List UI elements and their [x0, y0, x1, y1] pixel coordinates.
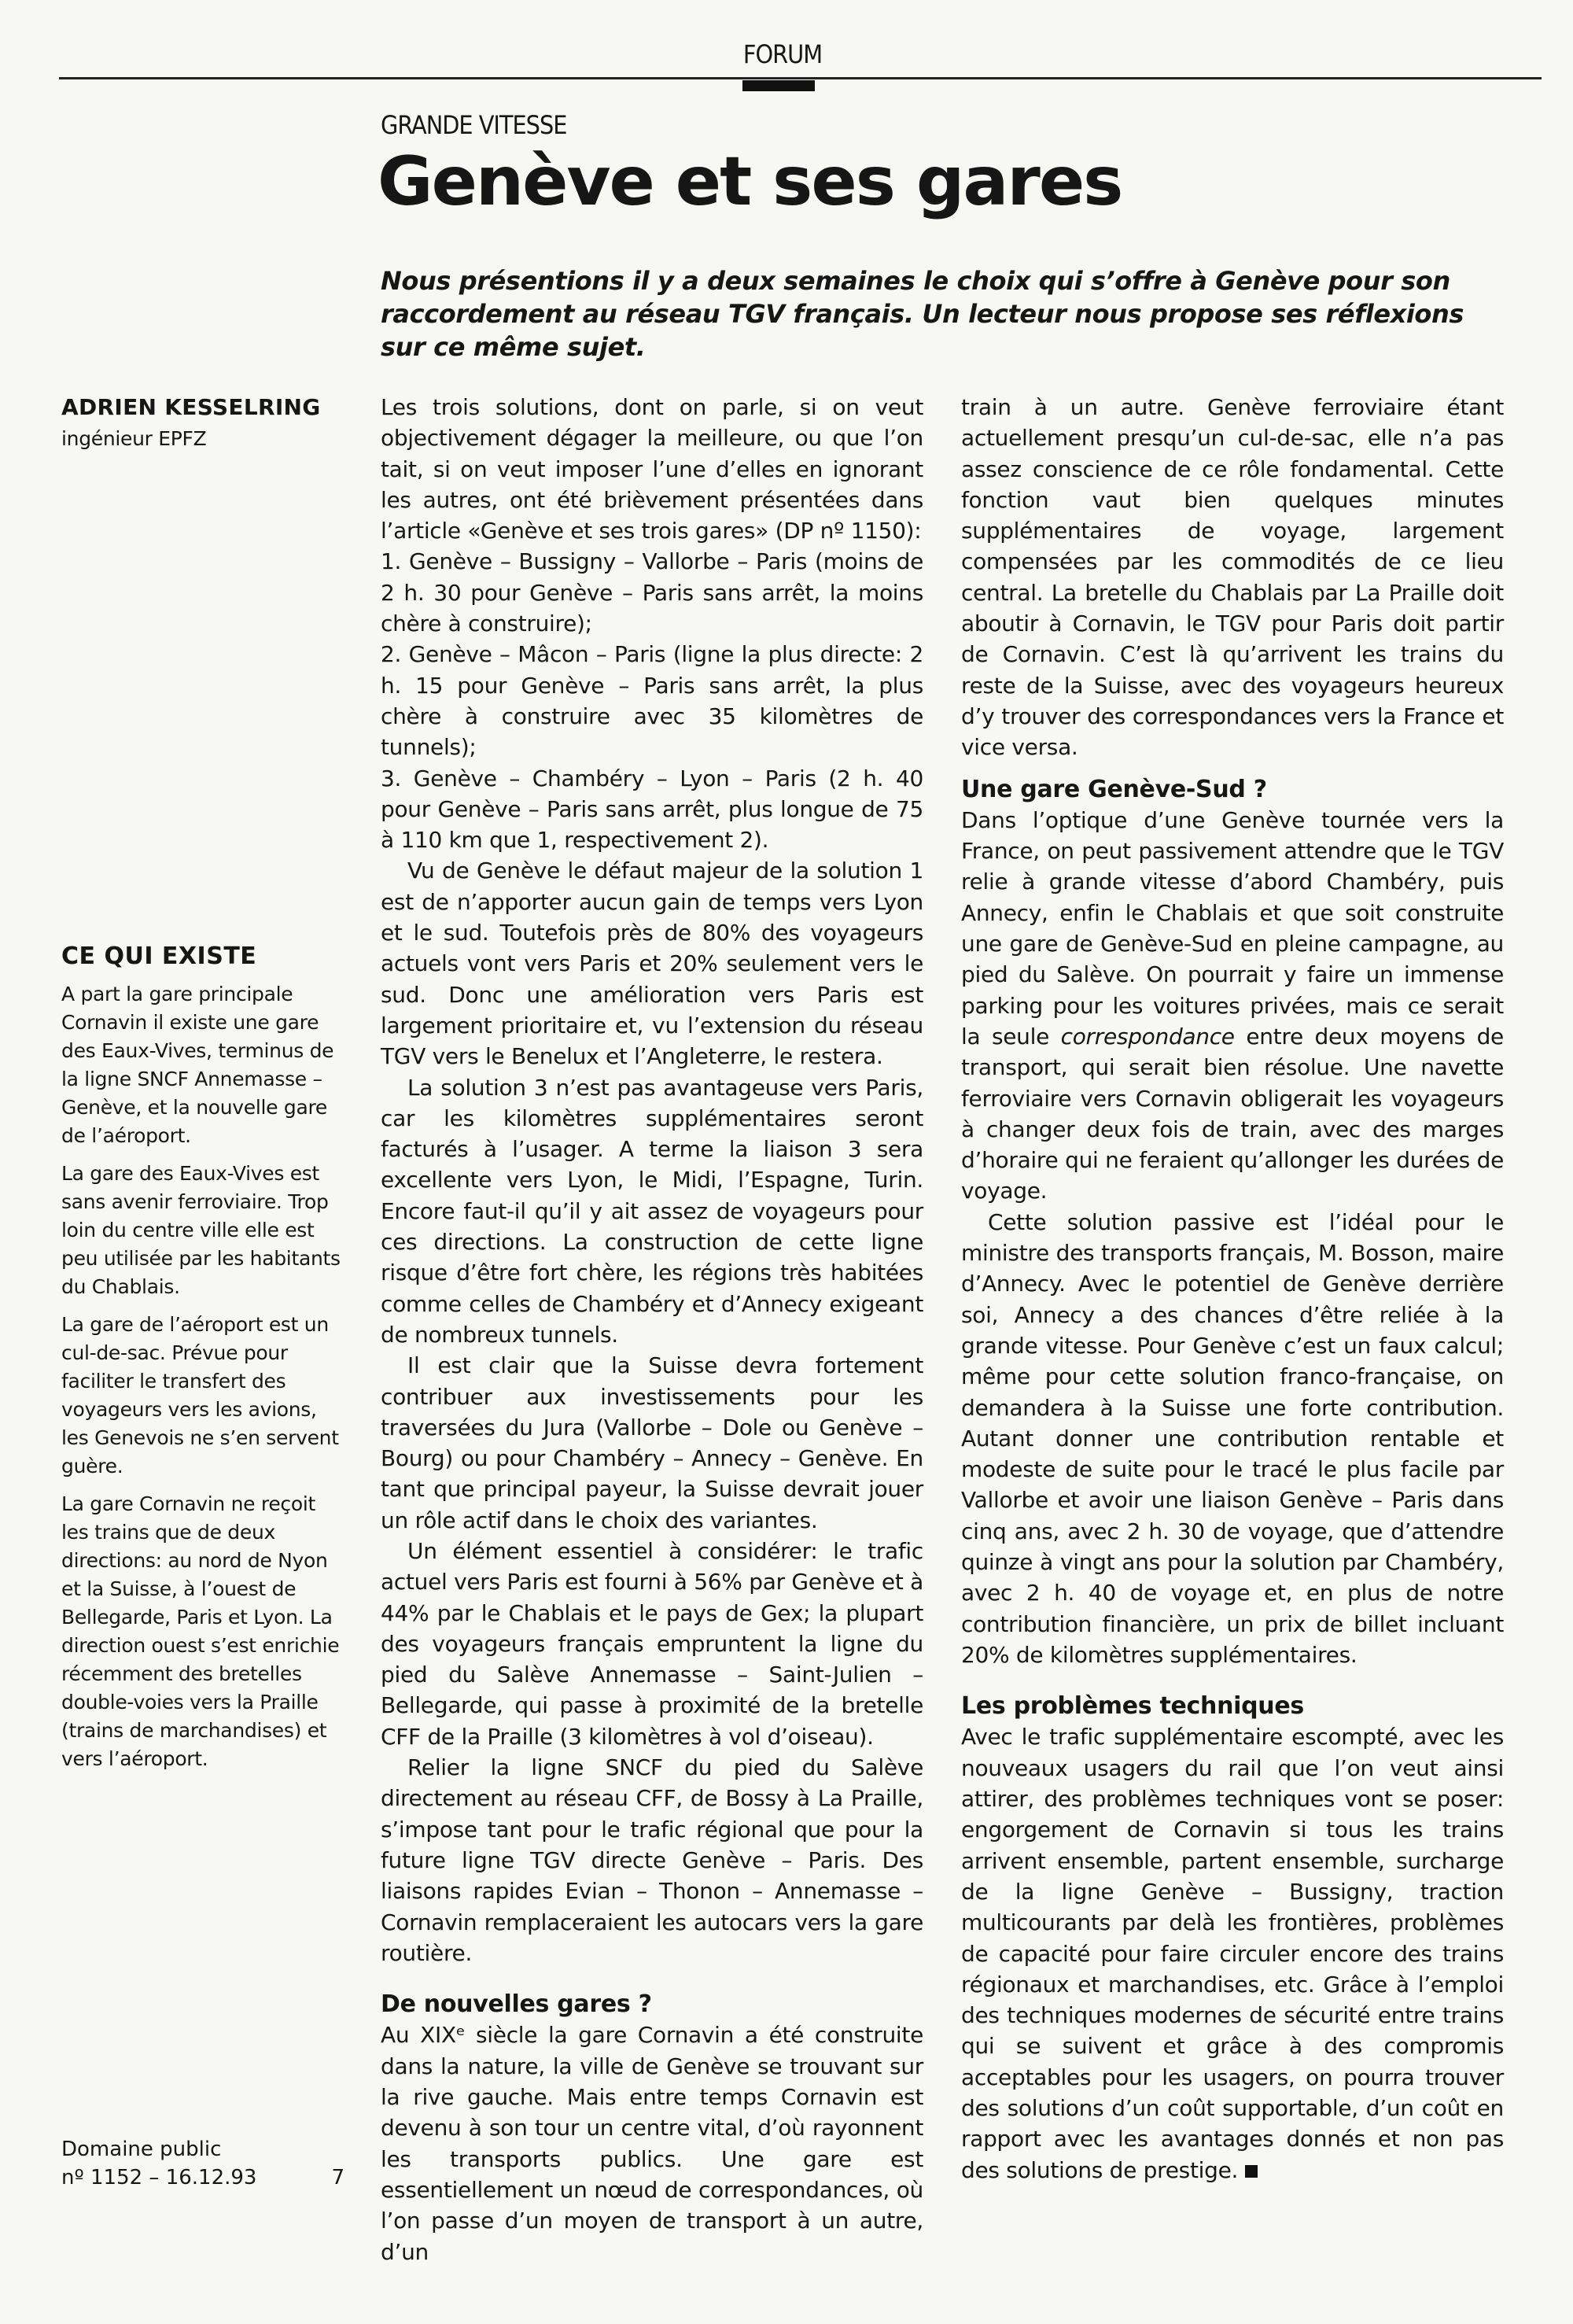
- article-kicker: GRANDE VITESSE: [381, 110, 567, 140]
- body-paragraph: train à un autre. Genève ferroviaire étant actuellement presqu’un cul-de-sac, elle n’a pas assez conscience de ce rôle fondamental. Cette fonction vaut bien quelques minutes supplémentaires de voyage, largement compensées par les commodités de ce lieu central. La bretelle du Chablais par La Praille doit aboutir à Cornavin, le TGV pour Paris doit partir de Cornavin. C’est là qu’arrivent les trains du reste de la Suisse, avec des voyageurs heureux d’y trouver des correspondances vers la France et vice versa.: [961, 394, 1504, 761]
- header-rule: [59, 77, 1542, 79]
- body-paragraph: Vu de Genève le défaut majeur de la solution 1 est de n’apporter aucun gain de temps vers Lyon et le sud. Toutefois près de 80% des voyageurs actuels vont vers Paris et 20% seulement vers le sud. Donc une amélioration vers Paris est largement prioritaire et, vu l’extension du réseau TGV vers le Benelux et l’Angleterre, le restera.: [381, 858, 923, 1070]
- page-footer: [61, 2135, 344, 2192]
- article-lead: Nous présentions il y a deux semaines le choix qui s’offre à Genève pour son raccordement au réseau TGV français. Un lecteur nous propose ses réflexions sur ce même sujet.: [381, 266, 1464, 362]
- body-paragraph: Il est clair que la Suisse devra fortement contribuer aux investissements pour les traversées du Jura (Vallorbe – Dole ou Genève – Bourg) ou pour Chambéry – Annecy – Genève. En tant que principal payeur, la Suisse devrait jouer un rôle actif dans le choix des variantes.: [381, 1352, 923, 1533]
- emphasis: correspondance: [1060, 1023, 1235, 1049]
- end-mark: [1245, 2165, 1258, 2178]
- article-title: Genève et ses gares: [378, 142, 1122, 221]
- body-paragraph: Cette solution passive est l’idéal pour le ministre des transports français, M. Bosson, maire d’Annecy. Avec le potentiel de Genève derrière soi, Annecy a des chances d’être reliée à la grande vitesse. Pour Genève c’est un faux calcul; même pour cette solution franco-française, on demandera à la Suisse une forte contribution. Autant donner une contribution rentable et modeste de suite pour le tracé le plus facile par Vallorbe et avoir une liaison Genève – Paris dans cinq ans, avec 2 h. 30 de voyage, que d’attendre quinze à vingt ans pour la solution par Chambéry, avec 2 h. 40 de voyage et, en plus de notre contribution financière, un prix de billet incluant 20% de kilomètres supplémentaires.: [961, 1208, 1504, 1668]
- author-name: ADRIEN KESSELRING: [61, 394, 321, 420]
- list-item: 1. Genève – Bussigny – Vallorbe – Paris (moins de 2 h. 30 pour Genève – Paris sans arrêt, la moins chère à construire);: [381, 548, 923, 637]
- article-column-2: [961, 392, 1504, 2186]
- page-number: 7: [331, 2166, 344, 2189]
- publication-name: Domaine public: [61, 2138, 222, 2161]
- list-item: 2. Genève – Mâcon – Paris (ligne la plus directe: 2 h. 15 pour Genève – Paris sans arrêt, la plus chère à construire avec 35 kilomètres de tunnels);: [381, 641, 923, 761]
- author-role: ingénieur EPFZ: [61, 427, 207, 450]
- body-paragraph: Avec le trafic supplémentaire escompté, avec les nouveaux usagers du rail que l’on veut ainsi attirer, des problèmes techniques vont se poser: engorgement de Cornavin si tous les trains arrivent ensemble, partent ensemble, surcharge de la ligne Genève – Bussigny, traction multicourants par delà les frontières, problèmes de capacité pour faire circuler encore des trains régionaux et marchandises, etc. Grâce à l’emploi des techniques modernes de sécurité entre trains qui se suivent et grâce à des compromis acceptables pour les usagers, on pourra trouver des solutions d’un coût supportable, d’un coût en rapport avec les avantages donnés et non pas des solutions de prestige.: [961, 1724, 1504, 2183]
- sidebar-paragraph: A part la gare principale Cornavin il existe une gare des Eaux-Vives, terminus de la ligne SNCF Annemasse – Genève, et la nouvelle gare de l’aéroport.: [61, 983, 334, 1147]
- section-heading: Les problèmes techniques: [961, 1692, 1304, 1721]
- section-heading: De nouvelles gares ?: [381, 1990, 652, 2019]
- issue-info: nº 1152 – 16.12.93: [61, 2166, 257, 2189]
- sidebar-paragraph: La gare des Eaux-Vives est sans avenir ferroviaire. Trop loin du centre ville elle est peu utilisée par les habitants du Chablais.: [61, 1162, 341, 1298]
- body-paragraph: Relier la ligne SNCF du pied du Salève directement au réseau CFF, de Bossy à La Praille, s’impose tant pour le trafic régional que pour la future ligne TGV directe Genève – Paris. Des liaisons rapides Evian – Thonon – Annemasse – Cornavin remplaceraient les autocars vers la gare routière.: [381, 1754, 923, 1966]
- body-paragraph: Les trois solutions, dont on parle, si on veut objectivement dégager la meilleure, ou que l’on tait, si on veut imposer l’une d’elles en ignorant les autres, ont été brièvement présentées dans l’article «Genève et ses trois gares» (DP nº 1150):: [381, 394, 923, 544]
- body-paragraph: Un élément essentiel à considérer: le trafic actuel vers Paris est fourni à 56% par Genève et à 44% par le Chablais et le pays de Gex; la plupart des voyageurs français empruntent la ligne du pied du Salève Annemasse – Saint-Julien – Bellegarde, qui passe à proximité de la bretelle CFF de la Praille (3 kilomètres à vol d’oiseau).: [381, 1537, 923, 1750]
- body-paragraph: Dans l’optique d’une Genève tournée vers la France, on peut passivement attendre que le TGV relie à grande vitesse d’abord Chambéry, puis Annecy, enfin le Chablais et que soit construite une gare de Genève-Sud en pleine campagne, au pied du Salève. On pourrait y faire un immense parking pour les voitures privées, mais ce serait la seule correspondance entre deux moyens de transport, qui serait bien résolue. Une navette ferroviaire vers Cornavin obligerait les voyageurs à changer deux fois de train, avec des marges d’horaire qui ne feraient qu’allonger les durées de voyage.: [961, 806, 1504, 1204]
- body-paragraph: Au XIXᵉ siècle la gare Cornavin a été construite dans la nature, la ville de Genève se trouvant sur la rive gauche. Mais entre temps Cornavin est devenu à son tour un centre vital, d’où rayonnent les transports publics. Une gare est essentiellement un nœud de correspondances, où l’on passe d’un moyen de transport à un autre, d’un: [381, 2022, 923, 2265]
- section-heading: Une gare Genève-Sud ?: [961, 775, 1267, 803]
- sidebar-title: CE QUI EXISTE: [61, 943, 257, 970]
- body-paragraph: La solution 3 n’est pas avantageuse vers Paris, car les kilomètres supplémentaires seront facturés à l’usager. A terme la liaison 3 sera excellente vers Lyon, le Midi, l’Espagne, Turin. Encore faut-il qu’il y ait assez de voyageurs pour ces directions. La construction de cette ligne risque d’être fort chère, les régions très habitées comme celles de Chambéry et d’Annecy exigeant de nombreux tunnels.: [381, 1074, 923, 1348]
- sidebar-paragraph: La gare Cornavin ne reçoit les trains que de deux directions: au nord de Nyon et la Suisse, à l’ouest de Bellegarde, Paris et Lyon. La direction ouest s’est enrichie récemment des bretelles double-voies vers la Praille (trains de marchandises) et vers l’aéroport.: [61, 1492, 340, 1770]
- sidebar-paragraph: La gare de l’aéroport est un cul-de-sac. Prévue pour faciliter le transfert des voyageurs vers les avions, les Genevois ne s’en servent guère.: [61, 1313, 339, 1477]
- article-column-1: [381, 392, 923, 2267]
- list-item: 3. Genève – Chambéry – Lyon – Paris (2 h. 40 pour Genève – Paris sans arrêt, plus longue de 75 à 110 km que 1, respectivement 2).: [381, 765, 923, 854]
- author-block: [61, 392, 344, 455]
- section-rubric: FORUM: [742, 39, 823, 69]
- sidebar-box: [61, 941, 344, 1783]
- header-rule-marker: [742, 80, 815, 91]
